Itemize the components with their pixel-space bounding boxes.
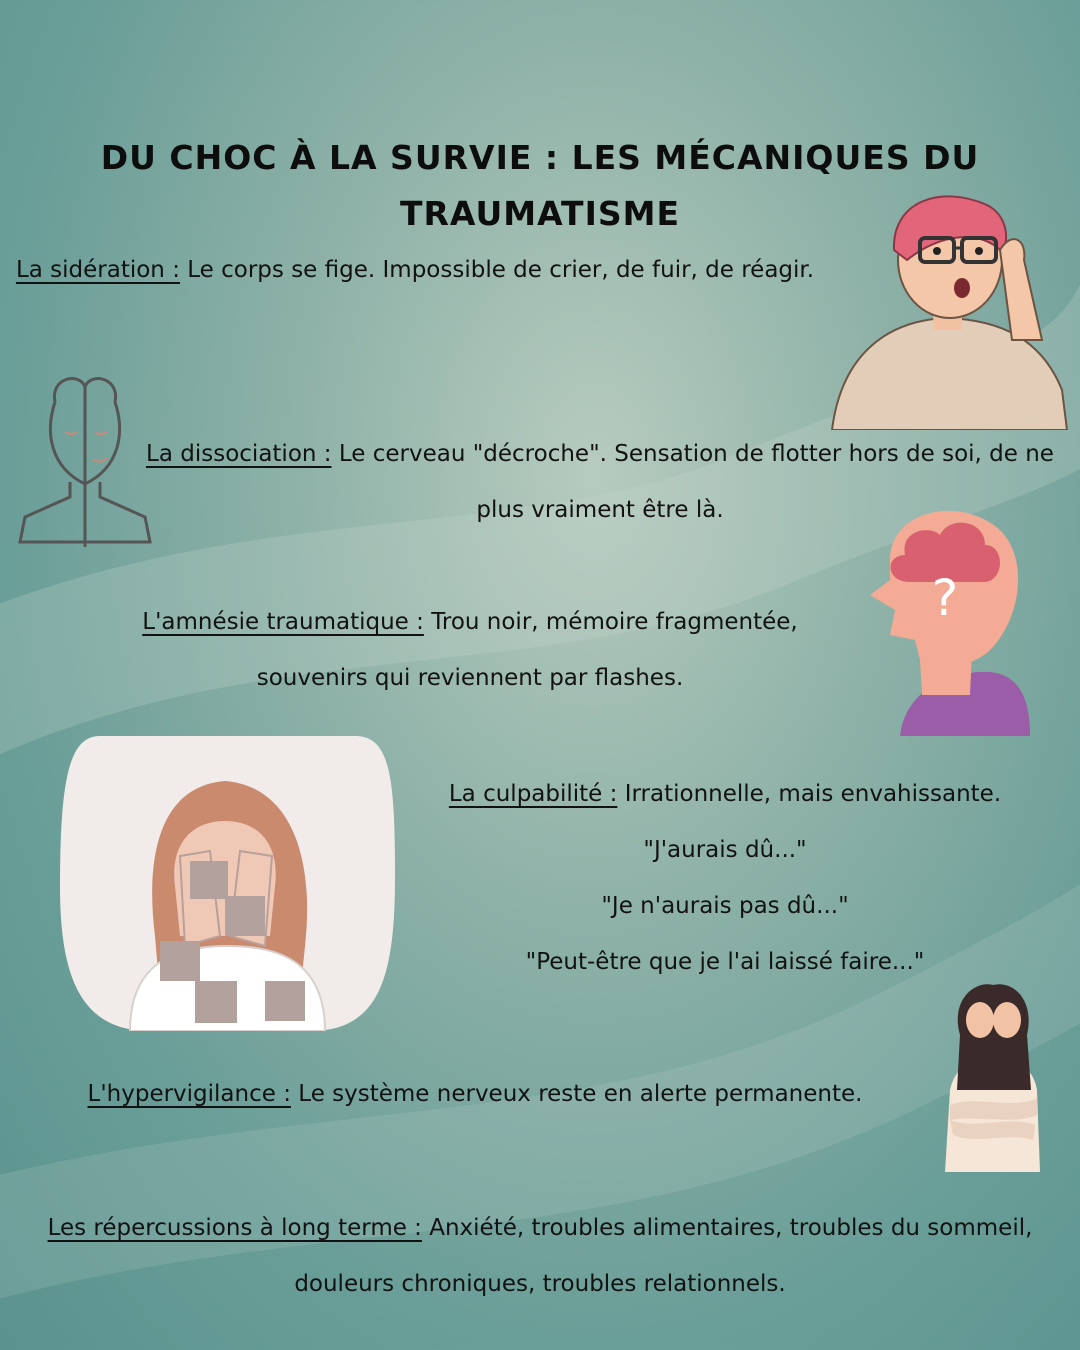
- desc-culpabilite: Irrationnelle, mais envahissante.: [617, 781, 1002, 807]
- term-culpabilite: La culpabilité :: [448, 781, 618, 807]
- section-amnesie: [130, 594, 810, 706]
- section-sideration: [0, 242, 830, 298]
- quote-3: "Peut-être que je l'ai laissé faire...": [525, 949, 925, 975]
- svg-text:?: ?: [931, 569, 959, 627]
- term-hypervigilance: L'hypervigilance :: [87, 1081, 291, 1107]
- term-amnesie: L'amnésie traumatique :: [142, 609, 424, 635]
- term-dissociation: La dissociation :: [146, 441, 332, 467]
- shocked-person-icon: [812, 190, 1080, 430]
- desc-hypervigilance: Le système nerveux reste en alerte permanente.: [290, 1081, 863, 1107]
- dissociated-face-icon: [15, 372, 155, 547]
- section-culpabilite: [410, 766, 1040, 990]
- section-hypervigilance: [20, 1066, 930, 1122]
- desc-repercussions: Anxiété, troubles alimentaires, troubles du sommeil, douleurs chroniques, troubles relationnels.: [294, 1215, 1033, 1297]
- quote-2: "Je n'aurais pas dû...": [601, 893, 849, 919]
- page-title: DU CHOC À LA SURVIE : LES MÉCANIQUES DU TRAUMATISME: [100, 138, 980, 234]
- desc-dissociation: Le cerveau "décroche". Sensation de flotter hors de soi, de ne plus vraiment être là.: [331, 441, 1054, 523]
- desc-sideration: Le corps se fige. Impossible de crier, de fuir, de réagir.: [179, 257, 815, 283]
- desc-amnesie: Trou noir, mémoire fragmentée, souvenirs qui reviennent par flashes.: [256, 609, 798, 691]
- term-sideration: La sidération :: [15, 257, 180, 283]
- quote-1: "J'aurais dû...": [643, 837, 807, 863]
- puzzle-face-icon: [60, 736, 395, 1031]
- two-faced-woman-icon: [935, 980, 1050, 1172]
- term-repercussions: Les répercussions à long terme :: [47, 1215, 422, 1241]
- head-question-icon: [860, 500, 1030, 736]
- section-repercussions: [30, 1200, 1050, 1312]
